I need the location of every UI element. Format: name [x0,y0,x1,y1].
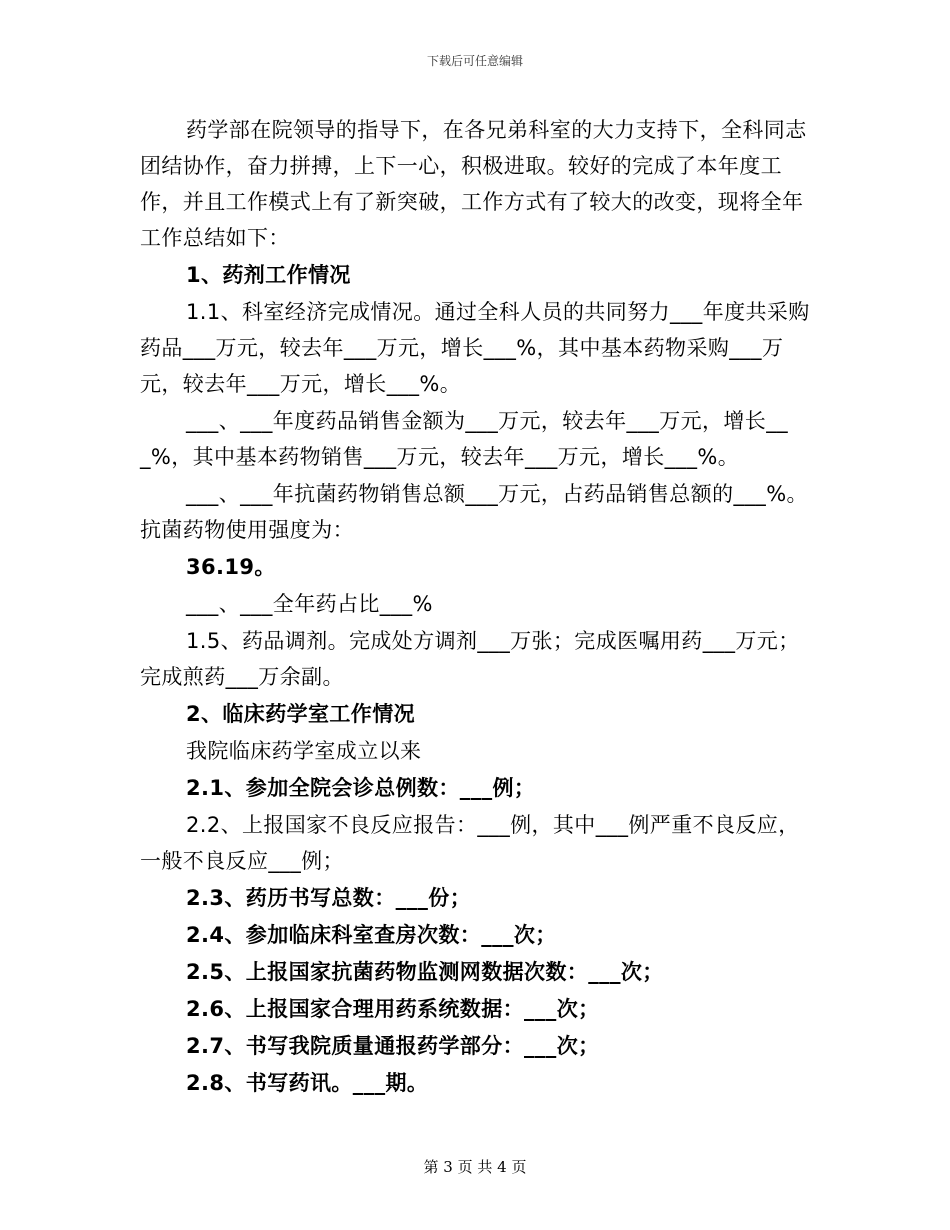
item-2-4: 2.4、参加临床科室查房次数：___次； [186,923,557,947]
item-2-7: 2.7、书写我院质量通报药学部分：___次； [186,1034,600,1058]
section-heading-2: 2、临床药学室工作情况 [186,702,416,726]
item-2-3: 2.3、药历书写总数：___份； [186,886,472,910]
paragraph-sales: ___、___年度药品销售金额为___万元，较去年___万元，增长___%，其中基本药物销售___万元，较去年___万元，增长___%。 [140,409,788,469]
section-heading-1: 1、药剂工作情况 [186,263,351,287]
page-header: 下载后可任意编辑 [426,54,523,68]
document-body [140,112,810,1102]
page-footer: 第 3 页 共 4 页 [423,1158,527,1176]
paragraph-1-1: 1.1、科室经济完成情况。通过全科人员的共同努力___年度共采购药品___万元，较去年___万元，增长___%，其中基本药物采购___万元，较去年___万元，增长___%。 [140,300,810,396]
paragraph-intensity-value: 36.19。 [186,555,276,579]
item-2-6: 2.6、上报国家合理用药系统数据：___次； [186,997,600,1021]
paragraph-antibacterial: ___、___年抗菌药物销售总额___万元，占药品销售总额的___%。抗菌药物使用强度为： [140,482,808,542]
paragraph-clinical-intro: 我院临床药学室成立以来 [186,739,422,763]
paragraph-1-5: 1.5、药品调剂。完成处方调剂___万张；完成医嘱用药___万元；完成煎药___万余副。 [140,629,800,689]
item-2-8: 2.8、书写药讯。___期。 [186,1071,429,1095]
paragraph-drug-ratio: ___、___全年药占比___% [186,592,433,616]
intro-paragraph: 药学部在院领导的指导下，在各兄弟科室的大力支持下，全科同志团结协作，奋力拼搏，上下一心，积极进取。较好的完成了本年度工作，并且工作模式上有了新突破，工作方式有了较大的改变，现将全年工作总结如下： [140,118,807,250]
item-2-5: 2.5、上报国家抗菌药物监测网数据次数：___次； [186,960,664,984]
item-2-2: 2.2、上报国家不良反应报告：___例，其中___例严重不良反应，一般不良反应___例； [140,813,800,873]
item-2-1: 2.1、参加全院会诊总例数：___例； [186,776,536,800]
